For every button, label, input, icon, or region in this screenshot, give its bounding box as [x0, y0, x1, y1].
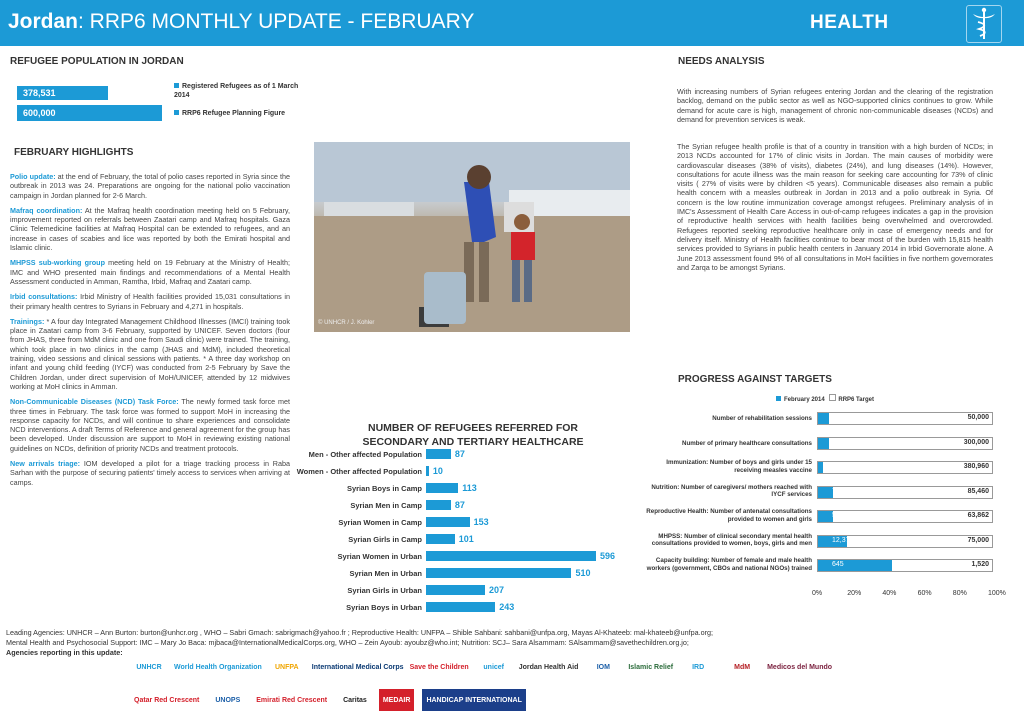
legend-target-icon	[829, 394, 836, 401]
referral-category-label: Syrian Boys in Urban	[346, 603, 422, 612]
highlight-text: meeting held on 19 February at the Ministry of Health; IMC and WHO presented main findings and recommendations of a Mental Health Assessment conducted in Amman, Ramtha, Irbid, Mafraq and Zaatari camp.	[10, 258, 290, 286]
referral-value-label: 510	[575, 568, 591, 578]
footer-lead-agencies: Leading Agencies: UNHCR – Ann Burton: burton@unhcr.org , WHO – Sabri Gmach: sabrigmach@yahoo.fr ; Reproductive Health: UNFPA – Shible Sahbani: sahbani@unfpa.org, Mayas Al-Khateeb: mal-khateeb@unfpa.org;	[6, 628, 714, 637]
partner-logo: Emirati Red Crescent	[256, 696, 328, 704]
highlight-heading: Polio update:	[10, 172, 56, 181]
progress-title: PROGRESS AGAINST TARGETS	[678, 374, 832, 385]
highlight-text: at the end of February, the total of polio cases reported in Syria since the outbreak in 2013 was 24. Preparations are ongoing for the national polio vaccination campaign in Jordan planned for 2-6 March.	[10, 172, 290, 200]
highlight-heading: New arrivals triage:	[10, 459, 81, 469]
highlight-item	[10, 206, 290, 252]
footer-mhpss: Mental Health and Psychosocial Support: IMC – Mary Jo Baca: mjbaca@InternationalMedicalCorps.org, WHO – Zein Ayoub: ayoubz@who.int; Nutrition: SCJ– Sara Alsammam: SAlsammam@savethechildren.org.jo;	[6, 638, 689, 647]
registered-legend: Registered Refugees as of 1 March 2014	[174, 83, 299, 99]
logo-row-1	[130, 655, 890, 679]
progress-row-label: Nutrition: Number of caregivers/ mothers reached with IYCF services	[651, 483, 812, 498]
progress-fill	[818, 413, 829, 424]
referral-category-label: Syrian Women in Camp	[338, 518, 422, 527]
partner-logo: Islamic Relief	[628, 663, 674, 671]
legend-square-icon	[174, 83, 179, 88]
progress-row-label: Immunization: Number of boys and girls under 15 receiving measles vaccine	[666, 459, 812, 474]
referral-bar	[426, 517, 470, 527]
progress-row-label: MHPSS: Number of clinical secondary mental health consultations provided to women, boys, girls and men	[651, 532, 812, 547]
progress-achieved-value: 11,535	[832, 463, 853, 470]
progress-axis-tick: 20%	[847, 589, 862, 597]
referral-category-label: Men - Other affected Population	[308, 450, 422, 459]
progress-target-value: 1,520	[971, 561, 989, 568]
partner-logo: UNOPS	[215, 696, 241, 704]
progress-achieved-value: 12,379	[832, 536, 854, 544]
referral-value-label: 87	[454, 500, 465, 510]
referral-value-label: 101	[458, 534, 474, 544]
referral-bar	[426, 585, 485, 595]
progress-achieved-value: 5,532	[832, 512, 850, 519]
planning-legend: RRP6 Refugee Planning Figure	[174, 109, 304, 118]
referral-category-label: Syrian Boys in Camp	[346, 484, 422, 493]
progress-target-value: 380,960	[963, 463, 989, 470]
highlights-list	[10, 172, 290, 493]
highlight-item	[10, 258, 290, 286]
referral-value-label: 596	[600, 551, 616, 561]
population-title: REFUGEE POPULATION IN JORDAN	[10, 56, 184, 67]
partner-logo: HANDICAP INTERNATIONAL	[422, 689, 525, 711]
legend-square-icon	[174, 110, 179, 115]
referral-value-label: 207	[489, 585, 505, 595]
referral-category-label: Syrian Men in Camp	[350, 501, 422, 510]
caduceus-icon	[966, 5, 1002, 43]
progress-row-label: Number of rehabilitation sessions	[712, 415, 812, 422]
highlight-heading: Mafraq coordination:	[10, 205, 83, 215]
partner-logo: Jordan Health Aid	[518, 663, 579, 671]
progress-target-value: 75,000	[967, 536, 989, 544]
needs-title: NEEDS ANALYSIS	[678, 56, 765, 67]
field-photo	[314, 142, 630, 332]
highlight-text: At the Mafraq health coordination meeting held on 5 February, improvement reported on referrals between Zaatari camp and Mafraq hospitals. Gaza Clinic Telemedicine facilities at Mafraq Hospital can be extended to refugees, and an increase in cases of scabies and lice was reported by both the Emirati hospital and Islamic clinic.	[10, 205, 290, 253]
referrals-chart	[296, 449, 626, 619]
referral-bar	[426, 449, 451, 459]
needs-paragraph-2: The Syrian refugee health profile is that of a country in transition with a high burden of NCDs; in 2013 NCDs accounted for 17% of clinic visits in Jordan. The main causes of morbidity were cardiovascular diseases (38% of visits), diabetes (24%), and lung diseases (14%). However, consultations for acute illness was the main reason for seeking care accounting for 73% of clinic visits ( 27% of visits were by children <5 years). Communicable diseases also remain a public health concern with a measles outbreak in Jordan in 2013 and a polio outbreak in Syria. Of concern is the low routine immunization coverage amongst refugees. Preliminary analysis of in IMC's Assessment of Health Care Access in out-of-camp refugees indicates a gap in the provision of reproductive health services with health facilities being overwhelmed and overcrowded. Refugees reported seeking reproductive healthcare only in case of emergency needs and for delivery itself. Ministry of Health facilities continue to bear most of the burden with 15,815 health services provided to Syrians in public health centers in January 2014 in Irbid Governorate alone. A June 2013 assessment found 9% of all consultations in MoH facilities in five northern governorates and Zarqa to be amongst Syrians.	[677, 142, 993, 272]
partner-logo: Medicos del Mundo	[767, 663, 833, 671]
partner-logo: UNFPA	[274, 663, 299, 671]
needs-paragraph-1: With increasing numbers of Syrian refugees entering Jordan and the clearing of the registration backlog, demand on the public sector as well as NGO-supported clinics continues to grow. While demand for acute care is high, management of chronic non-communicable diseases (NCDs) and demand for prevention services is weak.	[677, 87, 993, 124]
progress-target-value: 85,460	[967, 487, 989, 495]
referral-value-label: 243	[499, 602, 515, 612]
progress-row-label: Reproductive Health: Number of antenatal consultations provided to women and girls	[646, 508, 812, 523]
footer-agencies-heading: Agencies reporting in this update:	[6, 648, 123, 657]
progress-axis-tick: 0%	[812, 589, 823, 597]
progress-fill	[818, 511, 833, 522]
registered-bar	[17, 86, 108, 100]
page-title: Jordan: RRP6 MONTHLY UPDATE - FEBRUARY	[8, 10, 475, 33]
referrals-title: NUMBER OF REFUGEES REFERRED FOR SECONDARY AND TERTIARY HEALTHCARE	[362, 422, 584, 448]
progress-axis-tick: 40%	[882, 589, 897, 597]
partner-logo: UNHCR	[136, 663, 162, 671]
progress-row-label: Number of primary healthcare consultations	[682, 439, 812, 447]
planning-value: 600,000	[23, 108, 56, 118]
progress-target-value: 63,862	[967, 512, 989, 519]
progress-achieved-value: 645	[832, 561, 844, 568]
photo-caption: © UNHCR / J. Kohler	[318, 320, 375, 326]
partner-logo: Qatar Red Crescent	[134, 696, 200, 704]
progress-axis-tick: 80%	[952, 589, 967, 597]
partner-logo: International Medical Corps	[311, 663, 404, 671]
referral-bar	[426, 551, 596, 561]
referral-value-label: 153	[473, 517, 489, 527]
referral-value-label: 10	[432, 466, 443, 476]
referral-value-label: 113	[462, 483, 477, 493]
partner-logo: IRD	[692, 663, 705, 671]
progress-axis-tick: 100%	[988, 589, 1006, 597]
referral-bar	[426, 534, 455, 544]
referral-bar	[426, 500, 451, 510]
referral-category-label: Syrian Girls in Camp	[348, 535, 422, 544]
footer-contacts	[6, 628, 1016, 658]
partner-logo: Save the Children	[409, 663, 469, 671]
partner-logo: MdM	[734, 663, 751, 671]
referral-bar	[426, 466, 429, 476]
referral-bar	[426, 602, 495, 612]
highlight-text: IOM developed a pilot for a triage tracking process in Raba Sarhan with the purpose of securing patients' timely access to services when arriving at camps.	[10, 459, 290, 487]
highlight-heading: Non-Communicable Diseases (NCD) Task Force:	[10, 397, 179, 407]
progress-achieved-value: 3,215	[832, 414, 850, 421]
partner-logo: MEDAIR	[379, 689, 415, 711]
highlight-heading: Irbid consultations:	[10, 292, 78, 302]
progress-fill	[818, 487, 833, 498]
progress-axis-tick: 60%	[917, 589, 932, 597]
partner-logo: World Health Organization	[174, 663, 262, 671]
registered-value: 378,531	[23, 88, 56, 98]
referral-bar	[426, 483, 458, 493]
highlight-text: * A four day Integrated Management Childhood Illnesses (IMCI) training took place in Zaatari camp from 3-6 February, supported by UNICEF. Seven doctors (four from JHAS, three from MdM clinic and one from Saudi clinic) were trained. The training, which took place in two clinics in the camp (JHAS and MdM), included theoretical training, video sessions and clinical sessions with patients. * A three day workshop on infant and young child feeding (IYCF) was conducted from 2-5 February by Save the Children Jordan, under direct supervision of MoH/UNICEF, attended by 12 midwives working at MoH clinics in Amman.	[10, 316, 290, 391]
referral-value-label: 87	[454, 449, 465, 459]
referral-category-label: Women - Other affected Population	[296, 467, 422, 476]
progress-achieved-value: 7,479	[832, 487, 850, 495]
highlight-item	[10, 397, 290, 453]
progress-achieved-value: 19,649	[832, 438, 854, 446]
highlight-item	[10, 317, 290, 391]
highlight-item	[10, 172, 290, 200]
progress-fill	[818, 462, 823, 473]
referral-category-label: Syrian Women in Urban	[337, 552, 422, 561]
highlight-text: The newly formed task force met three times in February. The task force was formed to support MoH in increasing the response capacity for NCDs, and will continue to share experiences and consolidate NCD interventions. A draft Terms of Reference and general agreement for the group has been developed. Under discussion are support to MoH in reviewing existing national guidelines on NCDs, definition of priority NCDs and treatment protocols.	[10, 397, 291, 453]
header-banner	[0, 0, 1024, 46]
progress-row-label: Capacity building: Number of female and male health workers (government, CBOs and national NGOs) trained	[646, 557, 812, 572]
highlight-item	[10, 459, 290, 487]
referral-category-label: Syrian Men in Urban	[349, 569, 422, 578]
progress-target-value: 300,000	[963, 438, 989, 446]
partner-logo: unicef	[483, 663, 505, 671]
planning-bar	[17, 105, 162, 121]
legend-achieved-icon	[776, 396, 781, 401]
highlights-title: FEBRUARY HIGHLIGHTS	[14, 147, 134, 158]
progress-target-value: 50,000	[967, 414, 989, 421]
partner-logo: IOM	[596, 663, 610, 671]
progress-fill	[818, 438, 829, 449]
progress-legend: February 2014 RRP6 Target	[776, 394, 874, 403]
highlight-text: Irbid Ministry of Health facilities provided 15,031 consultations in their primary health centres to Syrians in February and 4,271 in hospitals.	[10, 292, 290, 311]
logo-row-2	[130, 689, 530, 711]
progress-fill	[818, 560, 892, 571]
highlight-heading: MHPSS sub-working group	[10, 258, 105, 268]
progress-chart	[640, 412, 1006, 608]
referral-category-label: Syrian Girls in Urban	[347, 586, 422, 595]
referral-bar	[426, 568, 571, 578]
sector-label: HEALTH	[810, 12, 889, 33]
partner-logo: Caritas	[343, 696, 367, 704]
highlight-heading: Trainings:	[10, 316, 45, 326]
highlight-item	[10, 292, 290, 311]
